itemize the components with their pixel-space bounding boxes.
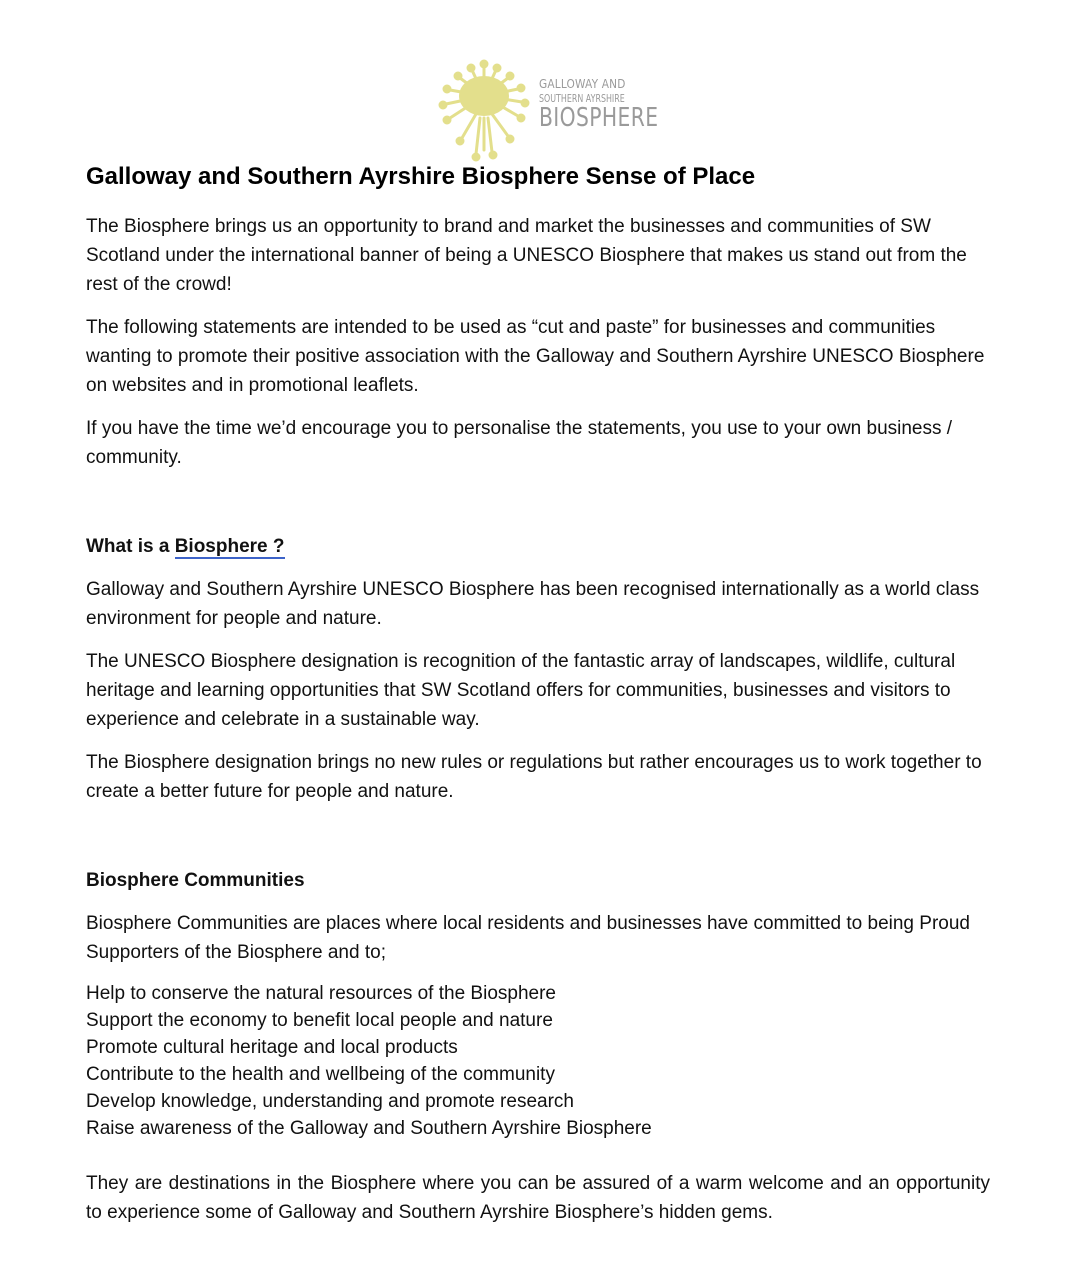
section-heading-what-is-biosphere (86, 532, 990, 561)
biosphere-logo (436, 58, 659, 162)
list-item: Develop knowledge, understanding and promote research (86, 1091, 574, 1112)
intro-paragraph-1: The Biosphere brings us an opportunity to brand and market the businesses and communities of SW Scotland under the international banner of being a UNESCO Biosphere that makes us stand out from the rest of the crowd! (86, 216, 967, 295)
section2-closing: They are destinations in the Biosphere where you can be assured of a warm welcome and an opportunity to experience some of Galloway and Southern Ayrshire Biosphere’s hidden gems. (86, 1173, 990, 1223)
biosphere-link[interactable]: Biosphere ? (174, 536, 285, 557)
section1-paragraph-3: The Biosphere designation brings no new rules or regulations but rather encourages us to work together to create a better future for people and nature. (86, 752, 982, 802)
section1-paragraph-1: Galloway and Southern Ayrshire UNESCO Biosphere has been recognised internationally as a world class environment for people and nature. (86, 579, 980, 629)
logo-line-2: SOUTHERN AYRSHIRE (539, 92, 625, 105)
commitments-list (86, 980, 990, 1142)
list-item: Contribute to the health and wellbeing of the community (86, 1064, 555, 1085)
intro-paragraph-3: If you have the time we’d encourage you to personalise the statements, you use to your own business / community. (86, 418, 953, 468)
list-item: Raise awareness of the Galloway and Southern Ayrshire Biosphere (86, 1118, 652, 1139)
heading-prefix: What is a (86, 536, 175, 557)
section-heading-communities: Biosphere Communities (86, 870, 305, 891)
list-item: Support the economy to benefit local people and nature (86, 1010, 553, 1031)
logo-line-3: BIOSPHERE (539, 103, 659, 133)
section1-paragraph-2: The UNESCO Biosphere designation is recognition of the fantastic array of landscapes, wildlife, cultural heritage and learning opportunities that SW Scotland offers for communities, businesses and visitors to experience and celebrate in a sustainable way. (86, 651, 956, 730)
list-item: Help to conserve the natural resources of the Biosphere (86, 983, 556, 1004)
document-body (86, 160, 990, 1227)
intro-paragraph-2: The following statements are intended to be used as “cut and paste” for businesses and communities wanting to promote their positive association with the Galloway and Southern Ayrshire UNESCO Biosphere on websites and in promotional leaflets. (86, 317, 985, 396)
document-title: Galloway and Southern Ayrshire Biosphere Sense of Place (86, 163, 756, 190)
section2-intro: Biosphere Communities are places where local residents and businesses have committed to being Proud Supporters of the Biosphere and to; (86, 913, 970, 963)
logo-wordmark (539, 77, 659, 133)
logo-line-1: GALLOWAY AND (539, 77, 626, 91)
biosphere-sun-icon (436, 58, 540, 162)
list-item: Promote cultural heritage and local products (86, 1037, 458, 1058)
